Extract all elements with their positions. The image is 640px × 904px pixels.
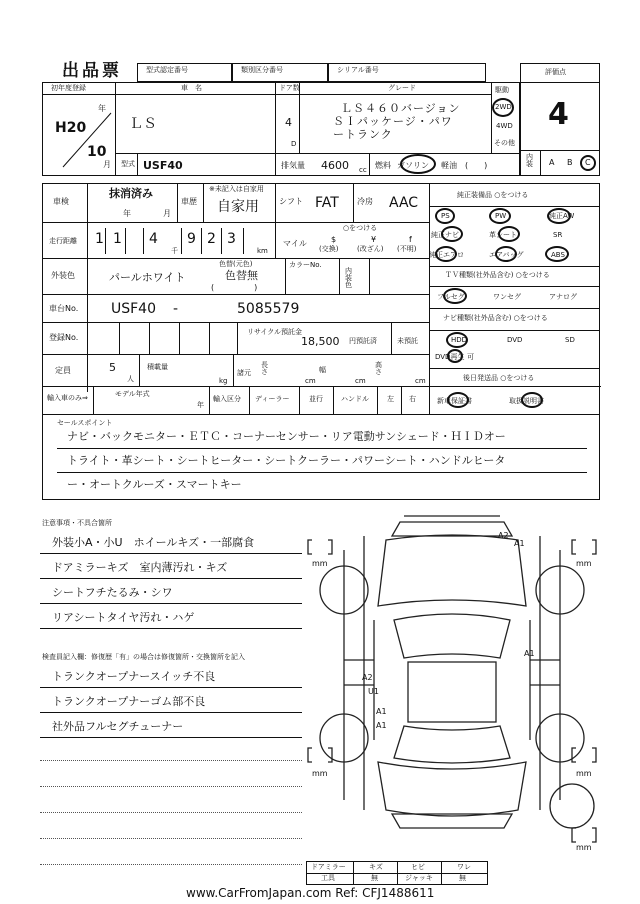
equip-airbag-circle	[495, 246, 517, 262]
class-label: 類別区分番号	[241, 66, 283, 74]
equip-navi-circle	[441, 226, 463, 242]
dealer-option: ディーラー	[255, 395, 290, 403]
type-cert-label: 型式認定番号	[146, 66, 188, 74]
navi-hdd: HDD	[451, 336, 468, 344]
mileage-digit-4: 9	[187, 231, 196, 247]
damage-mark-front-a1: A1	[514, 539, 525, 548]
damage-mark-side-a2: A2	[362, 673, 373, 682]
inspection-year-unit: 年	[123, 209, 131, 218]
mm-label-rr: mm	[576, 769, 592, 778]
tv-analog: アナログ	[549, 293, 577, 301]
handle-right: 右	[409, 395, 416, 403]
recycle-label: リサイクル預託金	[247, 328, 303, 336]
reg-label: 登録No.	[49, 333, 79, 342]
legend-jack: ジャッキ	[405, 874, 433, 882]
legend-crack: ヒビ	[411, 863, 425, 871]
interior-grade-b: B	[567, 158, 573, 167]
mileage-digit-2: 1	[113, 231, 122, 247]
grade-line1: ＬＳ４６０バージョン	[341, 102, 461, 115]
doors-value: 4	[285, 116, 292, 129]
note-line-4: リアシートタイヤ汚れ・ハゲ	[52, 611, 195, 624]
ac-value: AAC	[389, 195, 419, 211]
model-label: 型式	[121, 160, 135, 168]
displacement-value: 4600	[321, 159, 349, 172]
note-line-2: ドアミラーキズ 室内薄汚れ・キズ	[52, 561, 228, 574]
inspector-line-1: トランクオープナースイッチ不良	[52, 670, 216, 683]
fuel-diesel: 軽油	[441, 161, 457, 170]
parallel-option: 並行	[309, 395, 323, 403]
sales-points-section	[42, 414, 600, 500]
damage-mark-rear-a1: A1	[376, 707, 387, 716]
capacity-value: 5	[109, 361, 116, 374]
fuel-gasoline: ガソリン	[397, 161, 429, 170]
history-note: ※未記入は自家用	[209, 185, 264, 193]
fuel-other: ( )	[465, 161, 488, 170]
height-label: 高さ	[375, 361, 382, 376]
import-class-label: 輸入区分	[213, 395, 241, 403]
equip-airbag: エアバッグ	[489, 251, 524, 259]
navi-title: ナビ種類(社外品含む) ○をつける	[443, 314, 548, 322]
cm-unit-height: cm	[415, 377, 426, 385]
car-name-label: 車 名	[181, 84, 202, 92]
drive-label: 駆動	[495, 86, 509, 94]
dvd-play-label: DVD再生	[435, 353, 465, 361]
equip-leather: 革シート	[489, 231, 517, 239]
chassis-dash: -	[173, 301, 179, 317]
ac-label: 冷房	[357, 197, 373, 206]
equip-sr: SR	[553, 231, 563, 239]
first-reg-era: H20	[55, 120, 87, 136]
mileage-label: 走行距離	[49, 237, 77, 245]
cm-unit-length: cm	[305, 377, 316, 385]
doors-label: ドア数	[279, 84, 300, 92]
color-value: パールホワイト	[109, 271, 186, 284]
watermark-text: www.CarFromJapan.com Ref: CFJ1488611	[186, 886, 435, 900]
color-no-label: カラーNo.	[289, 261, 322, 269]
equip-aero: 純正エアロ	[429, 251, 464, 259]
recycle-not: 未預託	[397, 337, 418, 345]
inspector-label: 検査員記入欄：修復歴「有」の場合は修復箇所・交換箇所を記入	[42, 653, 245, 661]
drive-other: その他	[494, 139, 515, 147]
class-box	[232, 63, 328, 82]
interior-color-label: 内装色	[345, 267, 352, 289]
mileage-digit-1: 1	[95, 231, 104, 247]
sales-points-label: セールスポイント	[57, 419, 113, 427]
equip-abs: ABS	[551, 251, 565, 259]
later-manual: 取扱説明書	[509, 397, 544, 405]
legend-tools: 工具	[321, 874, 335, 882]
score-value: 4	[548, 97, 569, 132]
mile-label: マイル	[283, 239, 307, 248]
first-reg-label: 初年度登録	[51, 84, 86, 92]
notes-label: 注意事項・不具合箇所	[42, 519, 112, 527]
equip-aero-circle	[435, 246, 457, 262]
note-line-3: シートフチたるみ・シワ	[52, 586, 173, 599]
handle-label: ハンドル	[341, 395, 369, 403]
odo-dollar: $	[331, 235, 337, 244]
interior-grade-a: A	[549, 158, 555, 167]
equip-aw-circle	[547, 208, 571, 224]
navi-hdd-circle	[446, 332, 468, 348]
odo-f: f	[409, 235, 412, 244]
later-manual-circle	[521, 392, 543, 408]
odo-circle-note: ○をつける	[343, 224, 378, 232]
width-label: 幅	[319, 366, 326, 374]
chassis-label: 車台No.	[49, 304, 79, 313]
dvd-play-circle	[447, 349, 463, 363]
length-label: 長さ	[261, 361, 268, 376]
odo-unknown: (不明)	[397, 245, 417, 253]
tv-title: ＴＶ種類(社外品含む) ○をつける	[445, 271, 550, 279]
chassis-prefix: USF40	[111, 301, 157, 317]
equip-pw-circle	[489, 208, 511, 224]
mm-label-rl: mm	[312, 769, 328, 778]
color-change-paren: ( )	[211, 283, 258, 292]
tv-oneseg: ワンセグ	[493, 293, 521, 301]
vehicle-detail-section	[42, 183, 600, 415]
car-name: ＬＳ	[129, 116, 157, 132]
sales-point-line-3: ー・オートクルーズ・スマートキー	[67, 478, 242, 491]
mm-label-fr: mm	[576, 559, 592, 568]
km-unit: km	[257, 247, 268, 255]
drive-2wd: 2WD	[495, 103, 512, 111]
serial-box	[328, 63, 486, 82]
mm-label-fl: mm	[312, 559, 328, 568]
chassis-number: 5085579	[237, 301, 300, 317]
recycle-value: 18,500	[301, 335, 340, 348]
dvd-play-value: 可	[467, 353, 474, 361]
load-label: 積載量	[147, 363, 168, 371]
door-unit: D	[291, 140, 297, 148]
legend-jack-value: 無	[459, 874, 466, 882]
form-title: 出品票	[62, 61, 122, 81]
score-label: 評価点	[545, 68, 566, 76]
dims-label: 諸元	[237, 369, 251, 377]
person-unit: 人	[127, 375, 134, 383]
equip-abs-circle	[545, 246, 569, 262]
legend-break: ワレ	[457, 863, 471, 871]
first-reg-month: 10	[87, 144, 107, 160]
car-damage-diagram	[304, 510, 604, 850]
equip-ps-circle	[435, 208, 455, 224]
score-box	[520, 63, 600, 176]
navi-dvd: DVD	[507, 336, 523, 344]
navi-sd: SD	[565, 336, 575, 344]
shift-label: シフト	[279, 197, 303, 206]
tv-fullseg: フルセグ	[437, 293, 465, 301]
history-value: 自家用	[217, 199, 259, 215]
interior-label: 内装	[526, 153, 533, 168]
damage-mark-front-a2: A2	[498, 531, 509, 540]
odo-altered: (改ざん)	[357, 245, 384, 253]
tv-fullseg-circle	[443, 288, 467, 304]
shift-value: FAT	[315, 195, 339, 211]
color-label: 外装色	[51, 271, 75, 280]
later-warranty-circle	[447, 392, 469, 408]
drive-4wd: 4WD	[496, 122, 513, 130]
legend-table	[306, 861, 488, 885]
color-change-value: 色替無	[225, 269, 258, 282]
damage-mark-rear-a1b: A1	[376, 721, 387, 730]
equip-aw: 純正AW	[549, 212, 575, 220]
model-year-label: モデル年式	[115, 390, 150, 398]
equip-navi: 純正ナビ	[431, 231, 459, 239]
import-label: 輸入車のみ⇒	[47, 394, 88, 402]
inspection-value: 抹消済み	[109, 187, 153, 200]
later-title: 後日発送品 ○をつける	[463, 374, 535, 382]
displacement-label: 排気量	[281, 161, 305, 170]
inspector-line-2: トランクオープナーゴム部不良	[52, 695, 206, 708]
drive-2wd-circle	[492, 98, 514, 117]
sales-point-line-1: ナビ・バックモニター・ＥＴＣ・コーナーセンサー・リア電動サンシェード・ＨＩＤオー	[67, 430, 506, 443]
damage-mark-door-a1: A1	[524, 649, 535, 658]
odo-yen: ¥	[371, 235, 377, 244]
fuel-label: 燃料	[375, 161, 391, 170]
grade-line3: ートランク	[333, 128, 393, 141]
later-warranty: 新車保証書	[437, 397, 472, 405]
model-value: USF40	[143, 159, 183, 172]
vehicle-basic-section	[42, 82, 520, 176]
model-year-suffix: 年	[197, 401, 204, 409]
recycle-deposited: 円預託済	[349, 337, 377, 345]
fuel-gasoline-circle	[400, 154, 436, 174]
grade-label: グレード	[388, 84, 416, 92]
damage-mark-side-u1: U1	[368, 687, 379, 696]
legend-scratch: キズ	[369, 863, 383, 871]
grade-line2: ＳＩパッケージ・パワ	[333, 115, 453, 128]
mileage-digit-6: 3	[227, 231, 236, 247]
equip-pw: PW	[495, 212, 507, 220]
odo-exchange: (交換)	[319, 245, 339, 253]
capacity-label: 定員	[55, 366, 71, 375]
inspector-line-3: 社外品フルセグチューナー	[52, 720, 184, 733]
interior-grade-c: C	[585, 158, 591, 167]
inspection-month-unit: 月	[163, 209, 171, 218]
interior-c-circle	[580, 155, 596, 171]
mileage-digit-5: 2	[207, 231, 216, 247]
type-cert-box	[137, 63, 232, 82]
cm-unit-width: cm	[355, 377, 366, 385]
mileage-digit-3: 4	[149, 231, 158, 247]
equip-leather-circle	[498, 226, 520, 242]
equip-ps: PS	[441, 212, 450, 220]
kg-unit: kg	[219, 377, 228, 385]
first-reg-month-unit: 月	[103, 160, 111, 169]
genuine-title: 純正装備品 ○をつける	[457, 191, 529, 199]
first-reg-year-unit: 年	[98, 104, 106, 113]
legend-tools-value: 無	[371, 874, 378, 882]
legend-mirror: ドアミラー	[311, 863, 346, 871]
history-label: 車歴	[181, 197, 197, 206]
cc-unit: cc	[359, 166, 367, 174]
handle-left: 左	[387, 395, 394, 403]
thousand-unit: 千	[171, 247, 178, 255]
inspection-label: 車検	[53, 197, 69, 206]
serial-label: シリアル番号	[337, 66, 379, 74]
color-change-label: 色替(元色)	[219, 260, 253, 268]
mm-label-spare: mm	[576, 843, 592, 850]
note-line-1: 外装小A・小U ホイールキズ・一部腐食	[52, 536, 255, 549]
sales-point-line-2: トライト・革シート・シートヒーター・シートクーラー・パワーシート・ハンドルヒータ	[67, 454, 506, 467]
